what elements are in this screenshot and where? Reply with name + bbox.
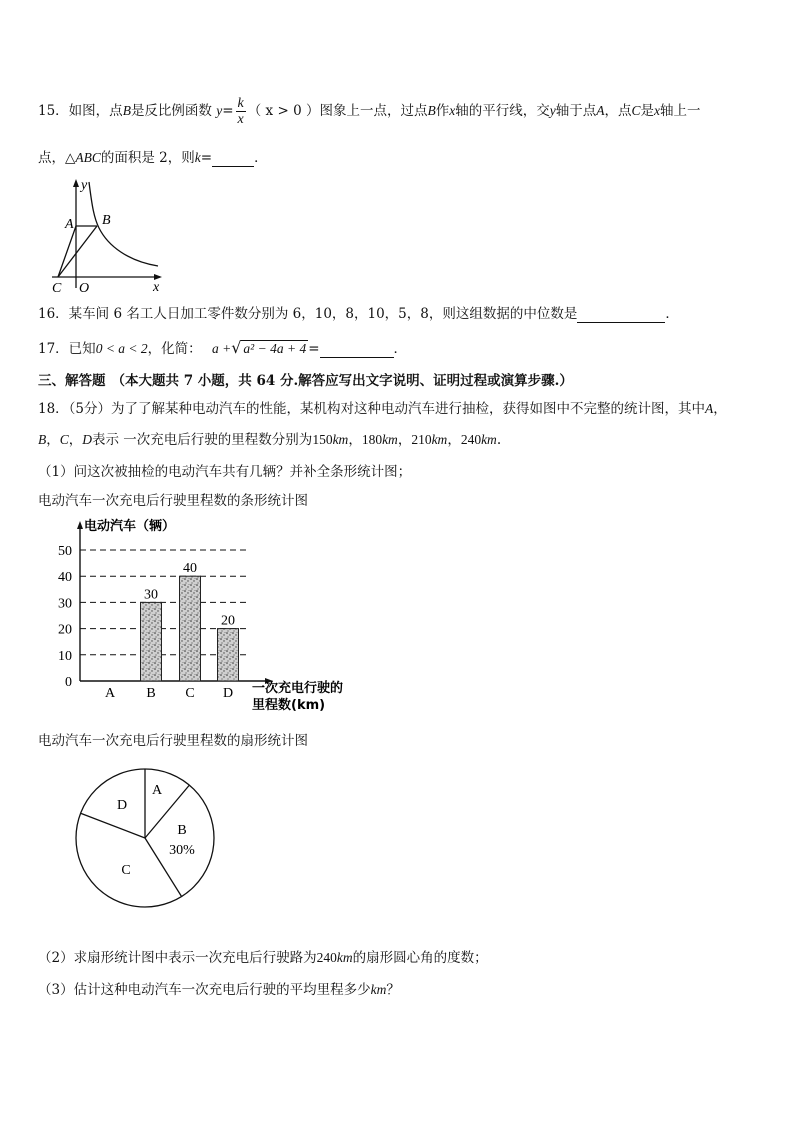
pie-label-A: A	[151, 783, 163, 798]
label-x: x	[153, 280, 160, 295]
label-y: y	[81, 178, 88, 193]
var-x: x	[449, 103, 456, 118]
expr-a: a +	[211, 341, 232, 356]
eq-sign: =	[200, 150, 213, 166]
bar-data-label: 40	[183, 561, 197, 577]
q18-text: 的扇形圆心角的度数；	[352, 950, 488, 966]
radicand: a² − 4a + 4	[243, 341, 307, 356]
fraction-k-over-x	[236, 96, 246, 127]
answer-blank-q16[interactable]	[577, 306, 665, 323]
q17-text: 17．已知	[38, 341, 96, 357]
q15-text: 点，△	[38, 150, 76, 166]
bar-chart-title: 电动汽车一次充电后行驶里程数的条形统计图	[38, 493, 308, 509]
q15-text: 是反比例函数	[130, 103, 212, 119]
var-y: y	[216, 103, 223, 118]
answer-blank-q15[interactable]	[212, 150, 254, 167]
q18-line2: B，C，D表示 一次充电后行驶的里程数分别为150km，180km，210km，240km.	[38, 432, 502, 448]
bar-chart-ylabel: 电动汽车（辆）	[84, 519, 176, 534]
section-desc: （本大题共 7 小题，共 64 分.解答应写出文字说明、证明过程或演算步骤.）	[111, 373, 573, 389]
var-b: B	[122, 103, 131, 118]
y-tick-label: 10	[58, 648, 72, 664]
var-abc: ABC	[75, 150, 101, 165]
unit-km: km	[481, 432, 497, 447]
q15-text: 轴于点	[555, 103, 597, 119]
pie-label-B: B	[177, 823, 187, 838]
bar-chart-xlabel-line2: 里程数(km)	[252, 698, 326, 713]
q15-text: ，点	[604, 103, 632, 119]
segment-cb	[58, 226, 97, 277]
comma: ，	[68, 432, 83, 448]
q18-part1: （1）问这次被抽检的电动汽车共有几辆？并补全条形统计图；	[38, 464, 412, 480]
y-axis-arrow	[73, 179, 79, 187]
unit-km: km	[336, 950, 353, 965]
bar-data-label: 30	[144, 587, 158, 603]
q17	[38, 337, 407, 358]
bar-C	[180, 576, 201, 681]
unit-km: km	[382, 432, 398, 447]
y-tick-label: 20	[58, 622, 72, 638]
unit-km: km	[370, 982, 387, 997]
eq-sign: =	[308, 341, 320, 357]
var-b: B	[38, 432, 47, 447]
q18-text: （3）估计这种电动汽车一次充电后行驶的平均里程多少	[38, 982, 371, 998]
value-240: 240	[316, 950, 337, 965]
var-a: A	[596, 103, 605, 118]
condition: 0 < a < 2	[95, 341, 148, 356]
q18-line1	[38, 397, 727, 417]
pie-chart-title: 电动汽车一次充电后行驶里程数的扇形统计图	[38, 733, 308, 749]
value-240: 240	[460, 432, 482, 447]
x-tick-label: D	[222, 686, 234, 701]
answer-blank-q17[interactable]	[320, 341, 394, 358]
x-tick-label: C	[185, 686, 195, 701]
y-tick-label: 30	[58, 596, 72, 612]
q15-text: 轴的平行线，交	[455, 103, 550, 119]
var-x: x	[653, 103, 660, 118]
q15-line1	[38, 96, 700, 127]
hyperbola-curve	[89, 182, 158, 266]
pie-value-label: 30%	[169, 843, 195, 858]
q18-part2	[38, 946, 488, 966]
segment-ca	[58, 226, 76, 277]
label-c: C	[52, 281, 62, 296]
y-tick-label: 40	[58, 570, 72, 586]
value-180: 180	[361, 432, 383, 447]
condition: （ x > 0 ）图象上一点，过点	[247, 103, 428, 119]
var-d: D	[82, 432, 93, 447]
section-title: 三、解答题	[38, 373, 106, 389]
q15-text: 的面积是 2，则	[100, 150, 195, 166]
q18-text: ？	[386, 982, 400, 998]
pie-label-D: D	[116, 798, 128, 813]
x-tick-label: A	[104, 686, 116, 701]
bar-B	[141, 602, 162, 681]
q18-text: 表示 一次充电后行驶的里程数分别为	[92, 432, 313, 448]
q15-text: 轴上一	[659, 103, 701, 119]
numerator: k	[237, 96, 244, 111]
comma: ，	[713, 401, 727, 417]
var-k: k	[194, 150, 201, 165]
var-a: A	[705, 401, 714, 416]
bar-chart-xlabel-line1: 一次充电行驶的	[252, 681, 344, 696]
bar-data-label: 20	[221, 613, 235, 629]
q17-text: ，化简：	[147, 341, 202, 357]
q18-text: 18．（5分）为了了解某种电动汽车的性能，某机构对这种电动汽车进行抽检，获得如图中不完整的统计图，其中	[38, 401, 706, 417]
denominator: x	[237, 112, 244, 127]
value-210: 210	[411, 432, 432, 447]
x-tick-label: B	[146, 686, 156, 701]
q15-text: 作	[435, 103, 450, 119]
var-c: C	[59, 432, 69, 447]
bar-D	[218, 629, 239, 681]
period: ．	[665, 306, 679, 322]
y-axis-arrow	[77, 521, 83, 529]
unit-km: km	[332, 432, 349, 447]
var-y: y	[549, 103, 556, 118]
period: ．	[254, 150, 268, 166]
label-b: B	[102, 213, 111, 228]
q18-text: （2）求扇形统计图中表示一次充电后行驶路为	[38, 950, 317, 966]
period: ．	[393, 341, 408, 357]
q15-text: 是	[640, 103, 654, 119]
y-tick-label: 50	[58, 544, 72, 559]
eq-sign: =	[222, 103, 234, 119]
pie-label-C: C	[121, 863, 131, 878]
q16-text: 16．某车间 6 名工人日加工零件数分别为 6，10，8，10，5，8，则这组数据的中位数是	[38, 306, 578, 322]
section-heading	[38, 369, 573, 389]
sqrt-symbol: √	[231, 338, 242, 357]
var-b: B	[427, 103, 436, 118]
pie-chart	[70, 763, 220, 913]
unit-km: km	[431, 432, 448, 447]
value-150: 150	[312, 432, 333, 447]
q15-figure	[48, 176, 173, 296]
bar-chart	[40, 512, 380, 722]
q15-number: 15．如图，点	[38, 103, 123, 119]
comma: ，	[46, 432, 60, 448]
q15-line2	[38, 146, 268, 167]
y-tick-label: 0	[65, 675, 72, 690]
q16	[38, 302, 679, 323]
label-a: A	[65, 217, 74, 232]
q18-part3	[38, 978, 400, 998]
var-c: C	[631, 103, 641, 118]
label-o: O	[79, 281, 90, 296]
